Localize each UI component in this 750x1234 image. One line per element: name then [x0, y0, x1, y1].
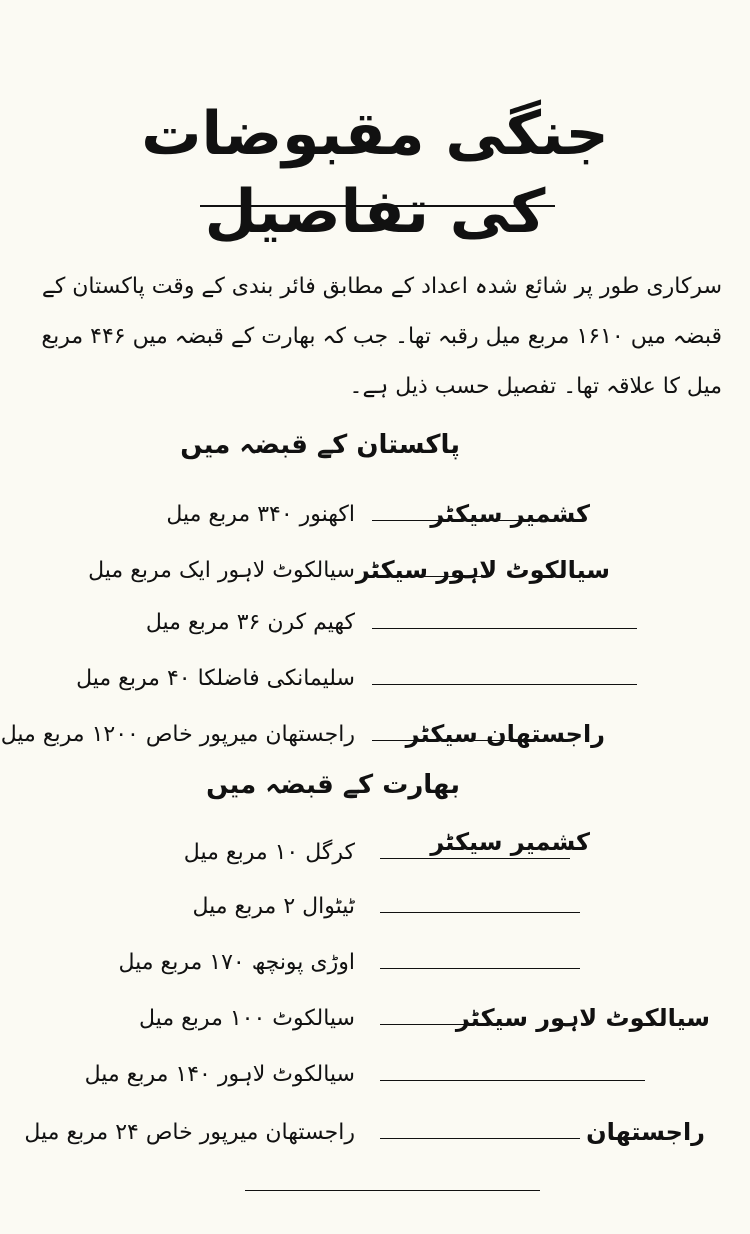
leader-line — [372, 740, 527, 741]
area-detail: اوڑی پونچھ ۱۷۰ مربع میل — [118, 950, 355, 975]
india-row — [0, 1004, 750, 1044]
title-underline — [200, 205, 555, 207]
leader-line — [380, 1024, 520, 1025]
area-detail: راجستھان میرپور خاص ۲۴ مربع میل — [24, 1120, 355, 1145]
area-detail: ٹیٹوال ۲ مربع میل — [192, 894, 355, 919]
area-detail: کھیم کرن ۳۶ مربع میل — [145, 610, 355, 635]
pakistan-row — [0, 500, 750, 540]
india-row — [0, 892, 750, 932]
area-detail: سیالکوٹ لاہور ۱۴۰ مربع میل — [84, 1062, 355, 1087]
leader-line — [372, 684, 637, 685]
pakistan-row — [0, 608, 750, 648]
area-detail: سیالکوٹ ۱۰۰ مربع میل — [139, 1006, 355, 1031]
pakistan-row — [0, 556, 750, 596]
sector-label: کشمیر سیکٹر — [430, 828, 590, 856]
area-detail: سلیمانکی فاضلکا ۴۰ مربع میل — [76, 666, 355, 691]
intro-paragraph: سرکاری طور پر شائع شدہ اعداد کے مطابق فائر بندی کے وقت پاکستان کے قبضہ میں ۱۶۱۰ مربع میل رقبہ تھا۔ جب کہ بھارت کے قبضہ میں ۴۴۶ مربع میل کا علاقہ تھا۔ تفصیل حسب ذیل ہے۔ — [41, 274, 722, 399]
sector-label: کشمیر سیکٹر — [430, 500, 590, 528]
sector-label: سیالکوٹ لاہور سیکٹر — [455, 1004, 710, 1032]
area-detail: اکھنور ۳۴۰ مربع میل — [166, 502, 355, 527]
sector-label: سیالکوٹ لاہور سیکٹر — [355, 556, 610, 584]
page-title: جنگی مقبوضات کی تفاصیل — [141, 99, 609, 247]
area-detail: سیالکوٹ لاہور ایک مربع میل — [88, 558, 355, 583]
sector-label: راجستھان — [586, 1118, 705, 1146]
india-heading: بھارت کے قبضہ میں — [206, 770, 460, 800]
india-row — [0, 1118, 750, 1158]
leader-line — [372, 576, 490, 577]
area-detail: کرگل ۱۰ مربع میل — [183, 840, 355, 865]
sector-label: راجستھان سیکٹر — [405, 720, 605, 748]
leader-line — [380, 912, 580, 913]
pakistan-heading: پاکستان کے قبضہ میں — [180, 430, 460, 460]
leader-line — [372, 520, 537, 521]
pakistan-row — [0, 720, 750, 760]
bottom-rule — [245, 1190, 540, 1191]
area-detail: راجستھان میرپور خاص ۱۲۰۰ مربع میل — [0, 722, 355, 747]
leader-line — [380, 1138, 580, 1139]
leader-line — [380, 1080, 645, 1081]
india-row — [0, 828, 750, 878]
pakistan-row — [0, 664, 750, 704]
leader-line — [372, 628, 637, 629]
india-row — [0, 948, 750, 988]
leader-line — [380, 968, 580, 969]
leader-line — [380, 858, 570, 859]
india-row — [0, 1060, 750, 1100]
